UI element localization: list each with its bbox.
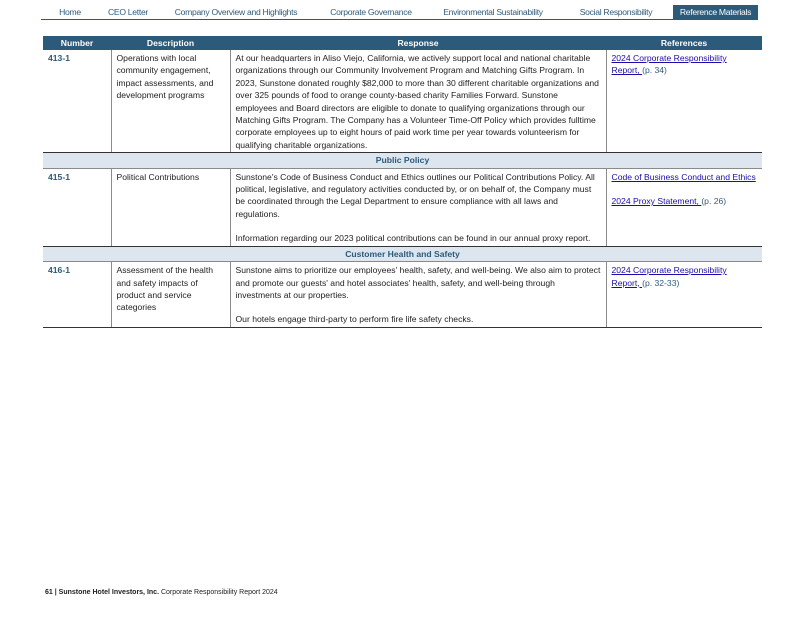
nav-company-overview[interactable]: Company Overview and Highlights	[174, 7, 298, 17]
nav-environmental-sustainability[interactable]: Environmental Sustainability	[443, 7, 543, 17]
disclosure-number: 413-1	[43, 50, 111, 153]
gri-index-table	[43, 36, 762, 328]
table-row	[43, 168, 762, 246]
disclosure-description: Assessment of the health and safety impacts of product and service categories	[111, 262, 230, 328]
code-of-conduct-link[interactable]: Code of Business Conduct and Ethics	[611, 171, 756, 182]
disclosure-references	[606, 168, 762, 246]
nav-ceo-letter[interactable]: CEO Letter	[108, 7, 148, 17]
header-description: Description	[111, 36, 230, 50]
reference-page: (p. 26)	[701, 196, 727, 207]
disclosure-description: Operations with local community engagement, impact assessments, and development programs	[111, 50, 230, 153]
nav-reference-materials[interactable]: Reference Materials	[673, 5, 758, 19]
header-response: Response	[230, 36, 606, 50]
disclosure-response	[230, 262, 606, 328]
response-text: Our hotels engage third-party to perform fire life safety checks.	[235, 314, 474, 325]
top-navigation	[41, 5, 758, 20]
page-number: 61	[45, 589, 53, 596]
corporate-responsibility-report-link[interactable]: 2024 Corporate Responsibility Report,	[611, 265, 727, 288]
nav-social-responsibility[interactable]: Social Responsibility	[579, 7, 653, 17]
corporate-responsibility-report-link[interactable]: 2024 Corporate Responsibility Report,	[611, 53, 727, 76]
section-row	[43, 246, 762, 261]
response-text: Information regarding our 2023 political contributions can be found in our annual proxy report.	[235, 233, 591, 244]
nav-home[interactable]: Home	[59, 7, 81, 17]
disclosure-description: Political Contributions	[111, 168, 230, 246]
response-text: Sunstone's Code of Business Conduct and Ethics outlines our Political Contributions Policy. All political, legislative, and regulatory activities conducted by, or on behalf of, the Company must be coordinated through the Legal Department to ensure compliance with all laws and regulations.	[235, 171, 595, 219]
disclosure-number: 415-1	[43, 168, 111, 246]
response-text: At our headquarters in Aliso Viejo, California, we actively support local and national charitable organizations through our Community Involvement Program and Matching Gifts Program. In 2023, Sunstone donated roughly $82,000 to more than 30 different charitable organizations and over 325 pounds of food to orange county-based charity Families Forward. Sunstone employees and Board directors are eligible to donate to qualifying organizations through our Matching Gifts Program. The Company has a Volunteer Time-Off Policy which provides fulltime corporate employees up to eight hours of paid work time per year towards volunteerism for qualifying charitable organizations.	[235, 53, 599, 150]
reference-page: (p. 34)	[642, 65, 667, 76]
disclosure-number: 416-1	[43, 262, 111, 328]
disclosure-response	[230, 50, 606, 153]
footer-separator: |	[52, 589, 59, 596]
company-name: Sunstone Hotel Investors, Inc.	[58, 589, 160, 596]
reference-page: (p. 32-33)	[642, 277, 680, 288]
nav-corporate-governance[interactable]: Corporate Governance	[330, 7, 412, 17]
section-title-public-policy: Public Policy	[43, 153, 762, 168]
table-row	[43, 50, 762, 153]
table-header-row	[43, 36, 762, 50]
response-text: Sunstone aims to prioritize our employees' health, safety, and well-being. We also aim to protect and promote our guests' and hotel associates' health, safety, and well-being through investments at our properties.	[235, 265, 601, 300]
section-title-customer-health: Customer Health and Safety	[43, 246, 762, 261]
section-row	[43, 153, 762, 168]
proxy-statement-link[interactable]: 2024 Proxy Statement,	[611, 196, 702, 207]
header-number: Number	[43, 36, 111, 50]
header-references: References	[606, 36, 762, 50]
disclosure-references	[606, 50, 762, 153]
report-name: Corporate Responsibility Report 2024	[159, 589, 278, 596]
disclosure-references	[606, 262, 762, 328]
table-row	[43, 262, 762, 328]
page-footer	[45, 589, 278, 596]
disclosure-response	[230, 168, 606, 246]
